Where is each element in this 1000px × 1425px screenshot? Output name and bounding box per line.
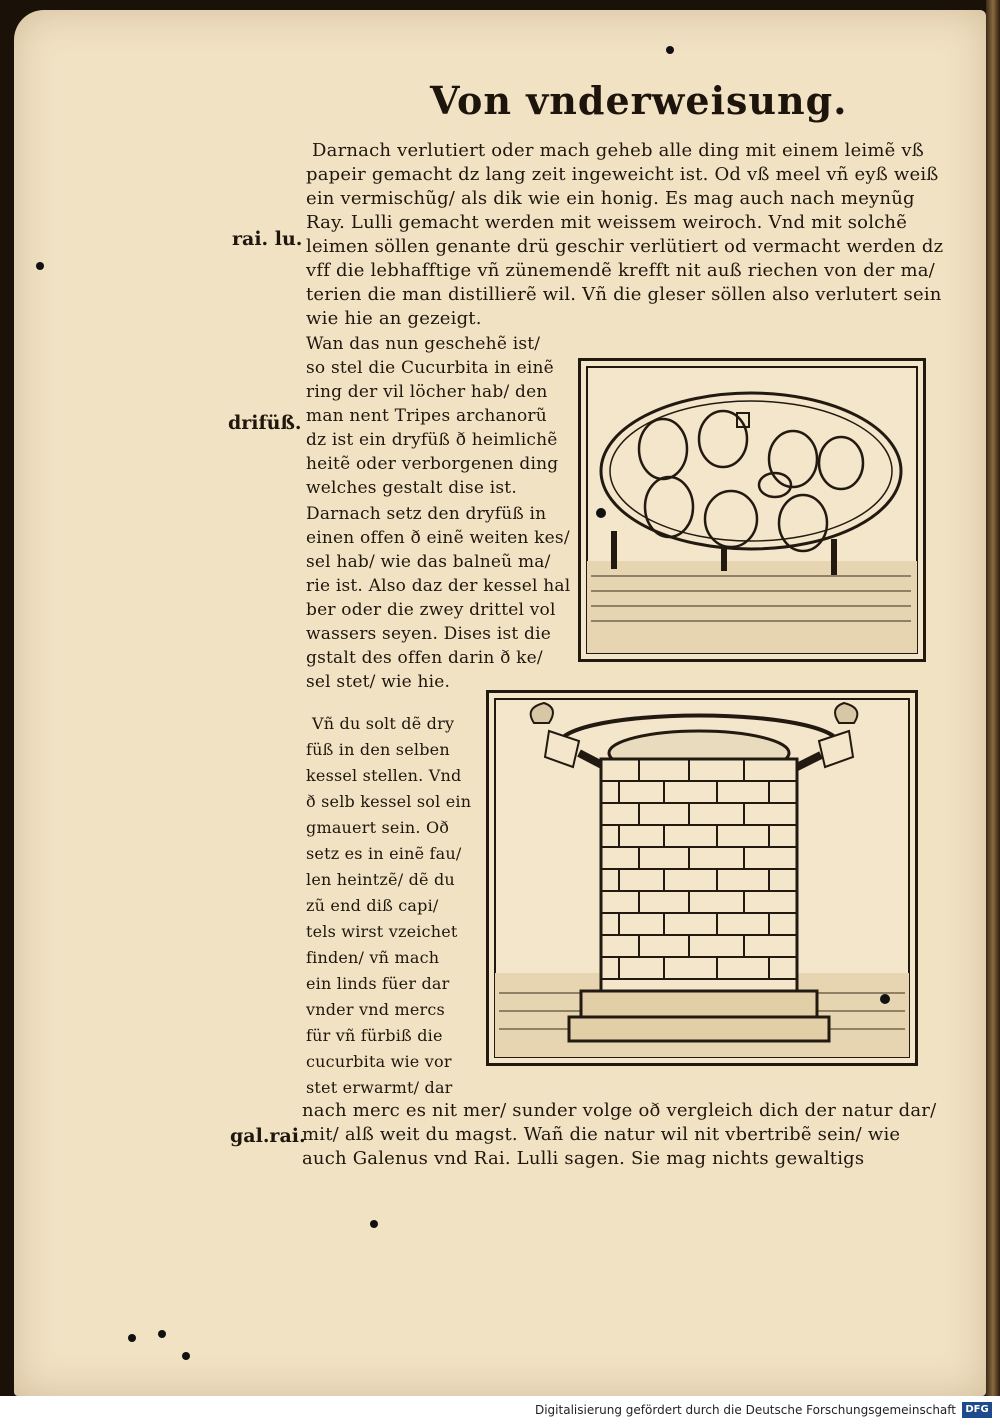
text-line: ein vermischũg/ als dik wie ein honig. Es mag auch nach meynũg [306, 188, 915, 209]
speck [370, 1220, 378, 1228]
text-line: stet erwarmt/ dar [306, 1078, 453, 1097]
text-line: zũ end diß capi/ [306, 896, 439, 915]
text-line: einen offen ð einẽ weiten kes/ [306, 528, 570, 548]
speck [666, 46, 674, 54]
text-line: ring der vil löcher hab/ den [306, 382, 548, 402]
speck [596, 508, 606, 518]
margin-note-drifuss: drifüß. [228, 412, 302, 434]
text-line: Wan das nun geschehẽ ist/ [306, 334, 541, 354]
page-heading: Von vnderweisung. [430, 78, 848, 123]
text-line: Darnach setz den dryfüß in [306, 504, 547, 524]
text-line: terien die man distillierẽ wil. Vñ die gleser söllen also verlutert sein [306, 284, 942, 305]
text-line: vnder vnd mercs [306, 1000, 445, 1019]
text-line: wassers seyen. Dises ist die [306, 624, 552, 644]
text-line: setz es in einẽ fau/ [306, 844, 462, 863]
dfg-logo: DFG [962, 1402, 992, 1418]
text-line: leimen söllen genante drü geschir verlütiert od vermacht werden dz [306, 236, 944, 257]
text-line: rie ist. Also daz der kessel hal [306, 576, 571, 596]
text-line: gstalt des offen darin ð ke/ [306, 648, 543, 668]
text-line: für vñ fürbiß die [306, 1026, 443, 1045]
text-line: len heintzẽ/ dẽ du [306, 870, 455, 889]
margin-note-gal-rai: gal.rai. [230, 1125, 306, 1147]
text-line: vff die lebhafftige vñ zünemendẽ krefft nit auß riechen von der ma/ [306, 260, 935, 281]
text-line: gmauert sein. Oð [306, 818, 450, 837]
text-line: heitẽ oder verborgenen ding [306, 454, 559, 474]
speck [36, 262, 44, 270]
text-line: kessel stellen. Vnd [306, 766, 462, 785]
text-line: man nent Tripes archanorũ [306, 406, 547, 426]
text-line: papeir gemacht dz lang zeit ingeweicht ist. Od vß meel vñ eyß weiß [306, 164, 939, 185]
text-line: Vñ du solt dẽ dry [312, 714, 455, 733]
text-line: ein linds füer dar [306, 974, 450, 993]
footer-text: Digitalisierung gefördert durch die Deutsche Forschungsgemeinschaft [534, 1403, 956, 1417]
page-edge [986, 0, 1000, 1400]
text-line: wie hie an gezeigt. [306, 308, 482, 329]
text-line: dz ist ein dryfüß ð heimlichẽ [306, 430, 558, 450]
text-line: ð selb kessel sol ein [306, 792, 472, 811]
margin-note-rai-lu: rai. lu. [232, 228, 303, 250]
text-line: so stel die Cucurbita in einẽ [306, 358, 554, 378]
tripod-ring-woodcut [578, 358, 926, 662]
text-line: cucurbita wie vor [306, 1052, 452, 1071]
text-line: Ray. Lulli gemacht werden mit weissem weiroch. Vnd mit solchẽ [306, 212, 908, 233]
brick-furnace-woodcut [486, 690, 918, 1066]
speck [880, 994, 890, 1004]
text-line: Darnach verlutiert oder mach geheb alle ding mit einem leimẽ vß [312, 140, 925, 161]
text-line: tels wirst vzeichet [306, 922, 458, 941]
text-line: nach merc es nit mer/ sunder volge oð vergleich dich der natur dar/ [302, 1100, 937, 1121]
text-line: auch Galenus vnd Rai. Lulli sagen. Sie mag nichts gewaltigs [302, 1148, 865, 1169]
text-line: sel hab/ wie das balneũ ma/ [306, 552, 551, 572]
speck [182, 1352, 190, 1360]
speck [158, 1330, 166, 1338]
text-line: ber oder die zwey drittel vol [306, 600, 556, 620]
speck [128, 1334, 136, 1342]
text-line: finden/ vñ mach [306, 948, 440, 967]
footer-bar [0, 1396, 1000, 1425]
text-line: füß in den selben [306, 740, 450, 759]
text-line: mit/ alß weit du magst. Wañ die natur wil nit vbertribẽ sein/ wie [302, 1124, 901, 1145]
text-line: sel stet/ wie hie. [306, 672, 451, 692]
text-line: welches gestalt dise ist. [306, 478, 517, 498]
